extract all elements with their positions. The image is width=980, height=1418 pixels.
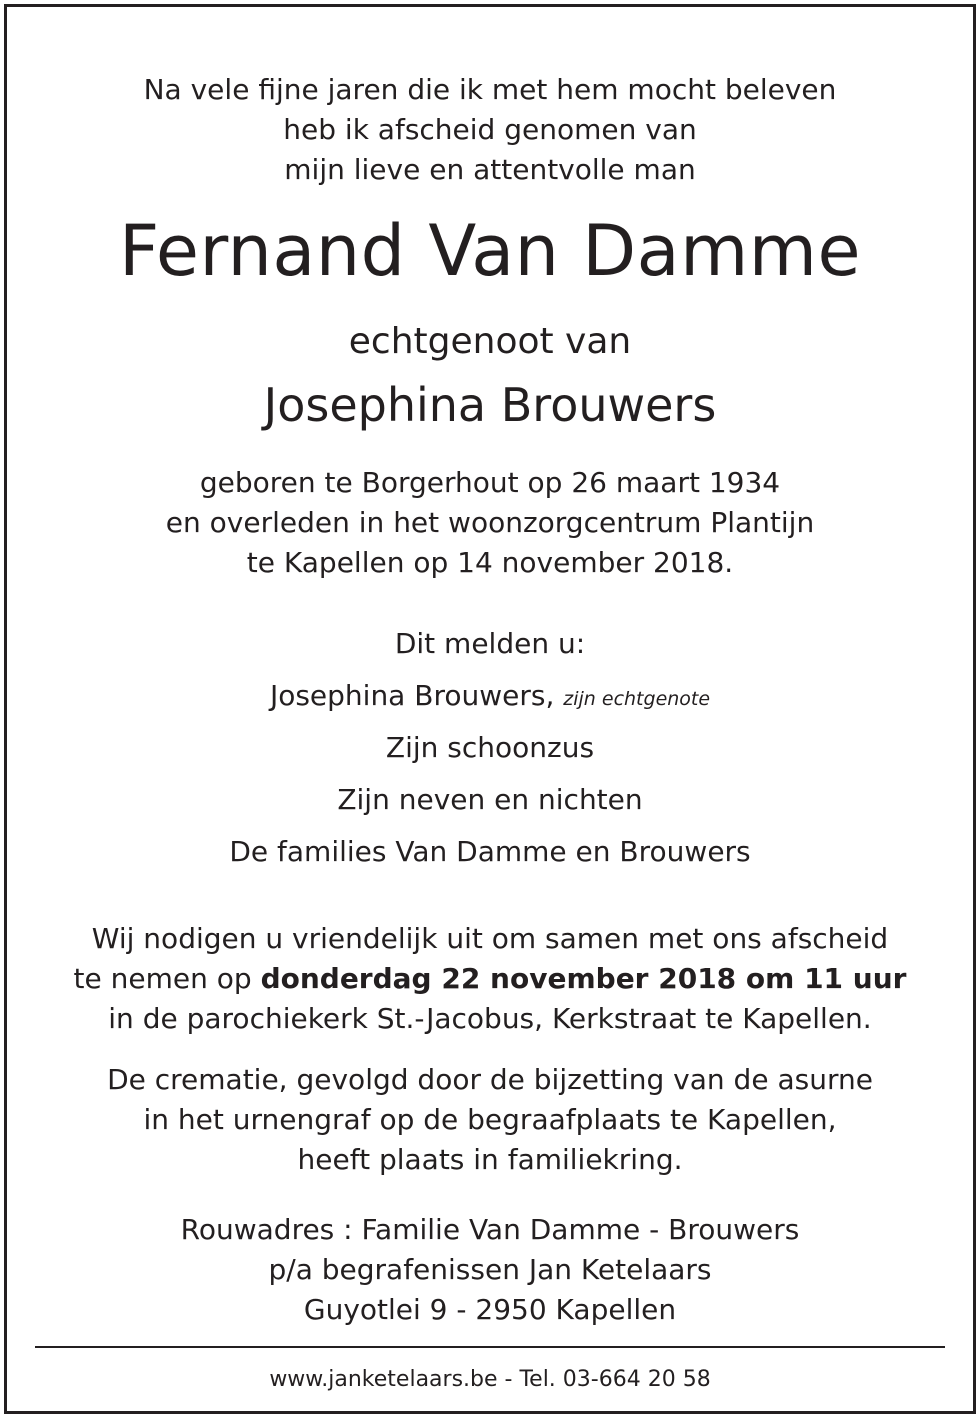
- footer-contact: www.janketelaars.be - Tel. 03-664 20 58: [269, 1367, 711, 1392]
- service-datetime: donderdag 22 november 2018 om 11 uur: [260, 962, 907, 995]
- intro-line-1: Na vele fijne jaren die ik met hem mocht beleven: [143, 73, 837, 106]
- invitation-line-1: Wij nodigen u vriendelijk uit om samen met ons afscheid: [91, 922, 889, 955]
- birth-death-line-3: te Kapellen op 14 november 2018.: [246, 546, 734, 579]
- mourner-spouse-role: zijn echtgenote: [563, 688, 711, 710]
- intro-line-2: heb ik afscheid genomen van: [283, 113, 697, 146]
- relation-label: echtgenoot van: [348, 321, 632, 362]
- invitation-line-3: in de parochiekerk St.-Jacobus, Kerkstraat te Kapellen.: [108, 1002, 872, 1035]
- announce-label: Dit melden u:: [394, 627, 586, 660]
- mourner-line: Zijn neven en nichten: [337, 783, 643, 816]
- mourner-spouse-name: Josephina Brouwers,: [269, 679, 555, 712]
- address-line-2: p/a begrafenissen Jan Ketelaars: [268, 1253, 712, 1286]
- deceased-name: Fernand Van Damme: [118, 210, 862, 292]
- birth-death-line-2: en overleden in het woonzorgcentrum Plantijn: [165, 506, 815, 539]
- invitation-prefix: te nemen op: [73, 962, 261, 995]
- mourner-spouse: [7, 676, 973, 719]
- cremation-line-3: heeft plaats in familiekring.: [297, 1143, 683, 1176]
- address-line-1: Rouwadres : Familie Van Damme - Brouwers: [180, 1213, 800, 1246]
- death-notice: [4, 4, 976, 1414]
- invitation-line-2: [7, 959, 973, 999]
- address-line-3: Guyotlei 9 - 2950 Kapellen: [303, 1293, 677, 1326]
- spouse-name: Josephina Brouwers: [263, 378, 717, 432]
- divider: [35, 1346, 945, 1348]
- birth-death-line-1: geboren te Borgerhout op 26 maart 1934: [199, 466, 781, 499]
- mourner-line: Zijn schoonzus: [385, 731, 595, 764]
- intro-line-3: mijn lieve en attentvolle man: [284, 153, 696, 186]
- cremation-line-1: De crematie, gevolgd door de bijzetting van de asurne: [107, 1063, 873, 1096]
- cremation-line-2: in het urnengraf op de begraafplaats te Kapellen,: [143, 1103, 837, 1136]
- mourner-line: De families Van Damme en Brouwers: [229, 835, 751, 868]
